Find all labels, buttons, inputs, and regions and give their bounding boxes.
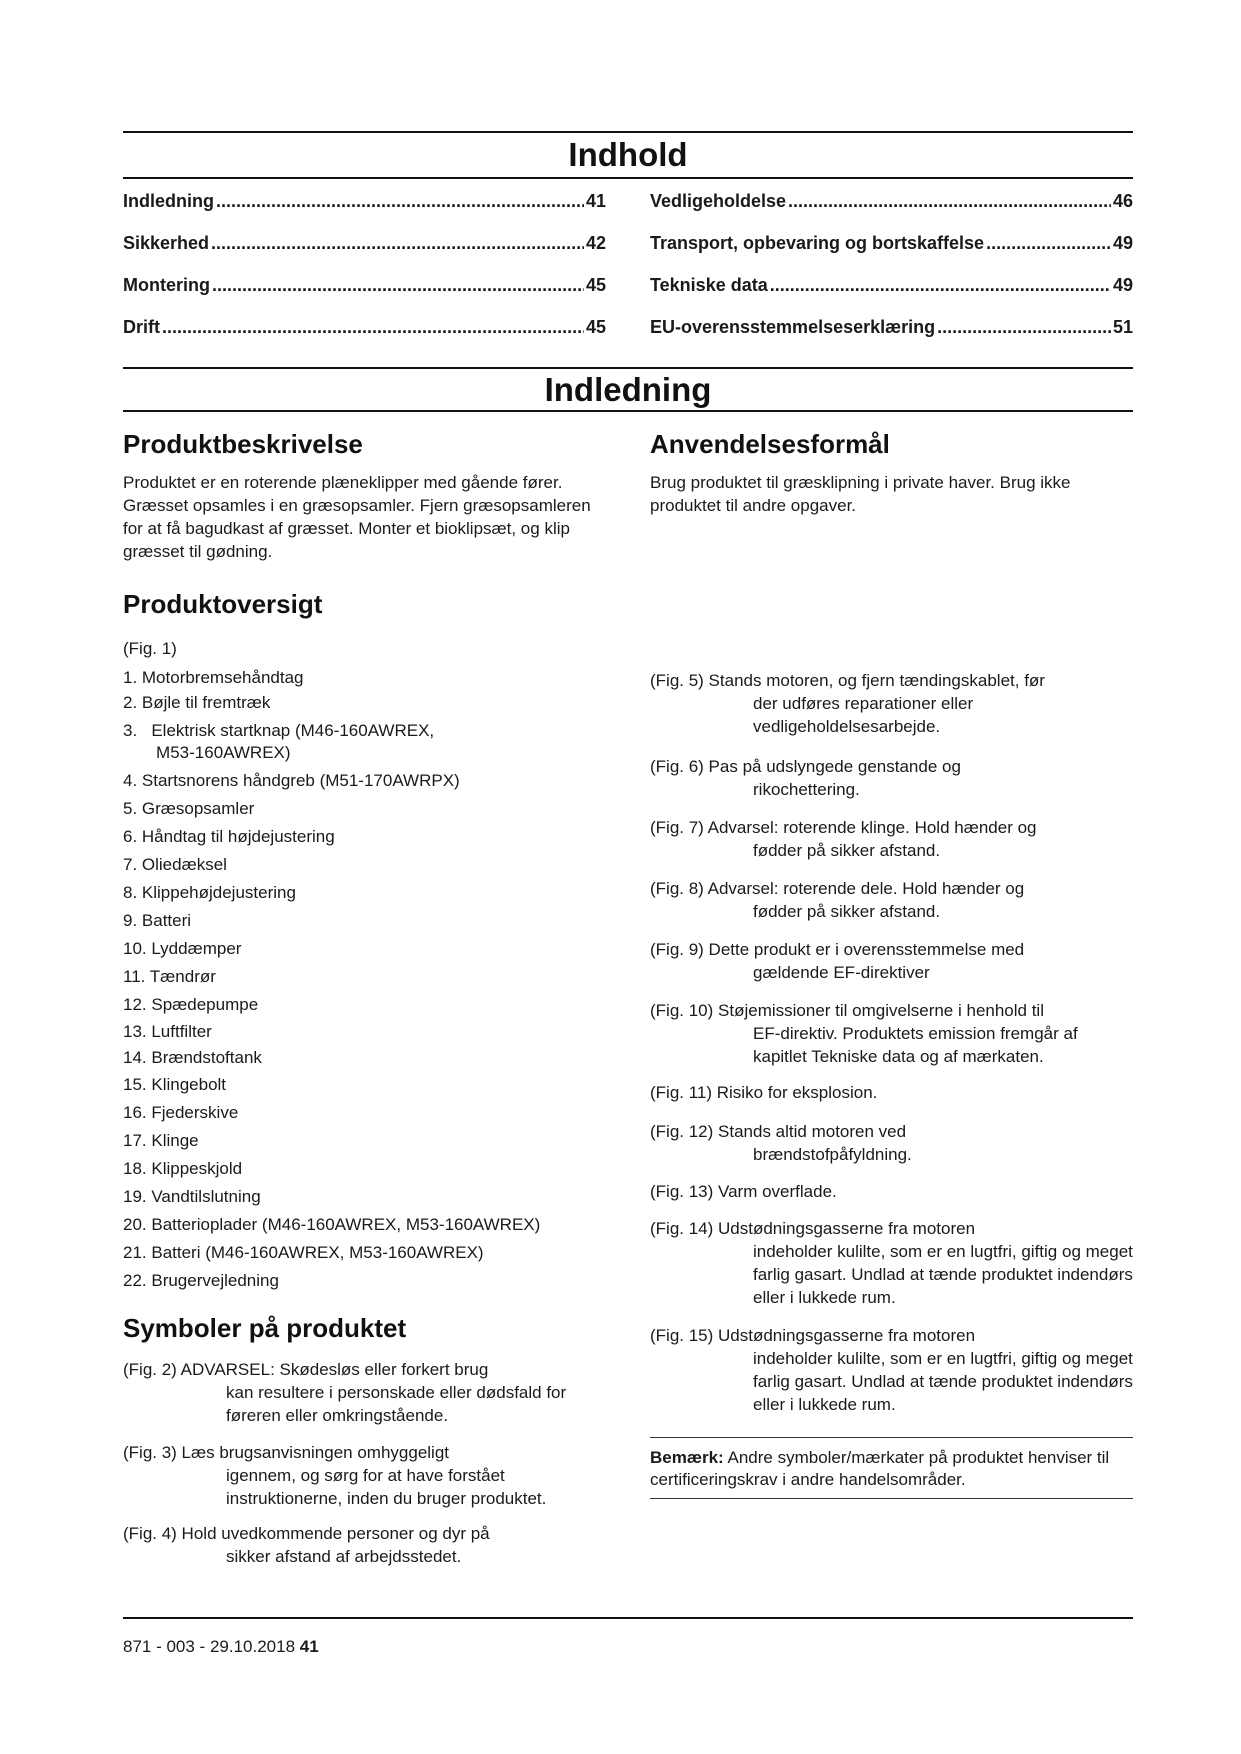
list-item: 19. Vandtilslutning bbox=[123, 1187, 261, 1206]
toc-entry-label: EU-overensstemmelseserklæring bbox=[650, 317, 936, 337]
symbol-fig-continuation: rikochettering. bbox=[753, 780, 860, 799]
toc-entry-page: 51 bbox=[1112, 317, 1133, 337]
symbol-fig-line: (Fig. 4) Hold uvedkommende personer og dyr på bbox=[123, 1524, 490, 1543]
list-item: M53-160AWREX) bbox=[123, 743, 291, 762]
section-title: Indledning bbox=[544, 371, 712, 408]
produktbeskrivelse-text: Produktet er en roterende plæneklipper med gående fører. Græsset opsamles i en græsopsamler. Fjern græsopsamleren for at få bagudkast af græsset. Monter et bioklipsæt, og klip græsset til gødning. bbox=[123, 473, 591, 561]
toc-entry-label: Montering bbox=[123, 275, 210, 295]
list-item: 4. Startsnorens håndgreb (M51-170AWRPX) bbox=[123, 771, 460, 790]
toc-leader bbox=[986, 233, 1111, 254]
symbol-fig-15 bbox=[650, 1324, 1133, 1416]
symbol-fig-continuation: gældende EF-direktiver bbox=[753, 963, 930, 982]
symbol-fig-10 bbox=[650, 999, 1133, 1068]
symboler-heading: Symboler på produktet bbox=[123, 1313, 407, 1343]
symbol-fig-4 bbox=[123, 1522, 606, 1568]
symbol-fig-12 bbox=[650, 1120, 1133, 1166]
list-item: 9. Batteri bbox=[123, 911, 192, 930]
symbol-fig-continuation: EF-direktiv. Produktets emission fremgår af kapitlet Tekniske data og af mærkaten. bbox=[753, 1024, 1078, 1066]
produktoversigt-fig-ref: (Fig. 1) bbox=[123, 639, 177, 658]
produktoversigt-heading: Produktoversigt bbox=[123, 589, 323, 619]
parts-list bbox=[123, 666, 540, 1294]
toc-entry-page: 42 bbox=[585, 233, 606, 253]
toc-entry-label: Transport, opbevaring og bortskaffelse bbox=[650, 233, 985, 253]
note-label: Bemærk: bbox=[650, 1448, 724, 1467]
symbol-fig-9 bbox=[650, 938, 1133, 984]
toc-entry-transport[interactable] bbox=[650, 233, 1133, 275]
toc-entry-sikkerhed[interactable] bbox=[123, 233, 606, 275]
toc-entry-label: Drift bbox=[123, 317, 160, 337]
list-item: 7. Oliedæksel bbox=[123, 855, 227, 874]
toc-entry-page: 41 bbox=[585, 191, 606, 211]
produktbeskrivelse-heading: Produktbeskrivelse bbox=[123, 429, 363, 459]
symbol-fig-continuation: fødder på sikker afstand. bbox=[753, 841, 941, 860]
note-text bbox=[650, 1447, 1133, 1491]
symbol-fig-11 bbox=[650, 1081, 1133, 1104]
symbol-fig-line: (Fig. 6) Pas på udslyngede genstande og bbox=[650, 757, 961, 776]
symbol-fig-line: (Fig. 13) Varm overflade. bbox=[650, 1182, 837, 1201]
list-item: 17. Klinge bbox=[123, 1131, 199, 1150]
toc-entry-label: Sikkerhed bbox=[123, 233, 210, 253]
list-item: 22. Brugervejledning bbox=[123, 1271, 279, 1290]
list-item: 16. Fjederskive bbox=[123, 1103, 239, 1122]
toc-entry-label: Vedligeholdelse bbox=[650, 191, 787, 211]
symbol-fig-continuation: fødder på sikker afstand. bbox=[753, 902, 941, 921]
divider bbox=[123, 367, 1133, 369]
list-item: 2. Bøjle til fremtræk bbox=[123, 693, 271, 712]
toc-title: Indhold bbox=[568, 136, 688, 173]
list-item: 14. Brændstoftank bbox=[123, 1048, 262, 1067]
symbol-fig-continuation: sikker afstand af arbejdsstedet. bbox=[226, 1547, 462, 1566]
section-banner bbox=[123, 367, 1133, 413]
symbol-fig-6 bbox=[650, 755, 1133, 801]
footer-page-number: 41 bbox=[299, 1637, 319, 1656]
symbol-fig-2 bbox=[123, 1358, 606, 1427]
toc-left-column bbox=[123, 191, 606, 359]
toc-entry-tekniske-data[interactable] bbox=[650, 275, 1133, 317]
symbol-fig-line: (Fig. 9) Dette produkt er i overensstemmelse med bbox=[650, 940, 1025, 959]
list-item: 11. Tændrør bbox=[123, 967, 216, 986]
toc-leader bbox=[770, 275, 1111, 296]
symbol-fig-continuation: indeholder kulilte, som er en lugtfri, giftig og meget farlig gasart. Undlad at tænde produktet indendørs eller i lukkede rum. bbox=[753, 1242, 1133, 1307]
list-item: 10. Lyddæmper bbox=[123, 939, 242, 958]
symbol-fig-line: (Fig. 8) Advarsel: roterende dele. Hold hænder og bbox=[650, 879, 1025, 898]
divider bbox=[123, 177, 1133, 179]
symbol-fig-continuation: brændstofpåfyldning. bbox=[753, 1145, 912, 1164]
toc-right-column bbox=[650, 191, 1133, 359]
toc-entry-page: 45 bbox=[585, 275, 606, 295]
toc-leader bbox=[162, 317, 584, 338]
symbol-fig-line: (Fig. 11) Risiko for eksplosion. bbox=[650, 1083, 878, 1102]
toc-banner bbox=[123, 131, 1133, 179]
anvendelsesformal-heading: Anvendelsesformål bbox=[650, 429, 890, 459]
symbol-fig-line: (Fig. 5) Stands motoren, og fjern tændingskablet, før bbox=[650, 671, 1045, 690]
toc-entry-page: 45 bbox=[585, 317, 606, 337]
list-item: 8. Klippehøjdejustering bbox=[123, 883, 296, 902]
divider bbox=[123, 410, 1133, 412]
list-item: 18. Klippeskjold bbox=[123, 1159, 243, 1178]
symbol-fig-7 bbox=[650, 816, 1133, 862]
toc-leader bbox=[788, 191, 1111, 212]
toc-leader bbox=[937, 317, 1111, 338]
symbol-fig-8 bbox=[650, 877, 1133, 923]
symbol-fig-line: (Fig. 7) Advarsel: roterende klinge. Hold hænder og bbox=[650, 818, 1037, 837]
toc-entry-label: Indledning bbox=[123, 191, 214, 211]
note-box bbox=[650, 1437, 1133, 1499]
toc-entry-drift[interactable] bbox=[123, 317, 606, 359]
symbol-fig-continuation: der udføres reparationer eller vedligeholdelsesarbejde. bbox=[753, 694, 974, 736]
list-item: 5. Græsopsamler bbox=[123, 799, 255, 818]
symbol-fig-line: (Fig. 3) Læs brugsanvisningen omhyggeligt bbox=[123, 1443, 450, 1462]
toc-entry-montering[interactable] bbox=[123, 275, 606, 317]
symbol-fig-14 bbox=[650, 1217, 1133, 1309]
list-item: 6. Håndtag til højdejustering bbox=[123, 827, 335, 846]
page-footer bbox=[123, 1636, 319, 1658]
symbol-fig-line: (Fig. 10) Støjemissioner til omgivelserne i henhold til bbox=[650, 1001, 1044, 1020]
symbol-fig-continuation: kan resultere i personskade eller dødsfald for føreren eller omkringstående. bbox=[226, 1383, 567, 1425]
symbol-fig-line: (Fig. 15) Udstødningsgasserne fra motoren bbox=[650, 1326, 976, 1345]
list-item: 21. Batteri (M46-160AWREX, M53-160AWREX) bbox=[123, 1243, 484, 1262]
toc-entry-page: 46 bbox=[1112, 191, 1133, 211]
toc-entry-page: 49 bbox=[1112, 275, 1133, 295]
symbol-fig-continuation: indeholder kulilte, som er en lugtfri, giftig og meget farlig gasart. Undlad at tænde produktet indendørs eller i lukkede rum. bbox=[753, 1349, 1133, 1414]
anvendelsesformal-text: Brug produktet til græsklipning i private haver. Brug ikke produktet til andre opgaver. bbox=[650, 473, 1071, 515]
list-item: 3. Elektrisk startknap (M46-160AWREX, bbox=[123, 721, 435, 740]
symbol-fig-continuation: igennem, og sørg for at have forstået instruktionerne, inden du bruger produktet. bbox=[226, 1466, 547, 1508]
toc-leader bbox=[216, 191, 584, 212]
toc-leader bbox=[211, 233, 584, 254]
list-item: 13. Luftfilter bbox=[123, 1022, 212, 1041]
toc-entry-label: Tekniske data bbox=[650, 275, 768, 295]
document-page bbox=[123, 0, 1133, 1754]
list-item: 20. Batterioplader (M46-160AWREX, M53-160AWREX) bbox=[123, 1215, 541, 1234]
footer-doc-id: 871 - 003 - 29.10.2018 bbox=[123, 1637, 300, 1656]
symbol-fig-line: (Fig. 2) ADVARSEL: Skødesløs eller forkert brug bbox=[123, 1360, 489, 1379]
toc-entry-vedligeholdelse[interactable] bbox=[650, 191, 1133, 233]
divider bbox=[123, 131, 1133, 133]
toc-entry-indledning[interactable] bbox=[123, 191, 606, 233]
list-item: 15. Klingebolt bbox=[123, 1075, 227, 1094]
toc-entry-page: 49 bbox=[1112, 233, 1133, 253]
symbol-fig-5 bbox=[650, 669, 1133, 738]
symbol-fig-line: (Fig. 12) Stands altid motoren ved bbox=[650, 1122, 907, 1141]
note-body: Andre symboler/mærkater på produktet henviser til certificeringskrav i andre handelsområder. bbox=[650, 1448, 1110, 1489]
symbol-fig-13 bbox=[650, 1180, 1133, 1203]
toc-entry-eu-erklaering[interactable] bbox=[650, 317, 1133, 359]
symbol-fig-line: (Fig. 14) Udstødningsgasserne fra motoren bbox=[650, 1219, 976, 1238]
list-item: 1. Motorbremsehåndtag bbox=[123, 668, 304, 687]
footer-divider bbox=[123, 1617, 1133, 1619]
toc-leader bbox=[212, 275, 584, 296]
symbol-fig-3 bbox=[123, 1441, 606, 1510]
list-item: 12. Spædepumpe bbox=[123, 995, 259, 1014]
